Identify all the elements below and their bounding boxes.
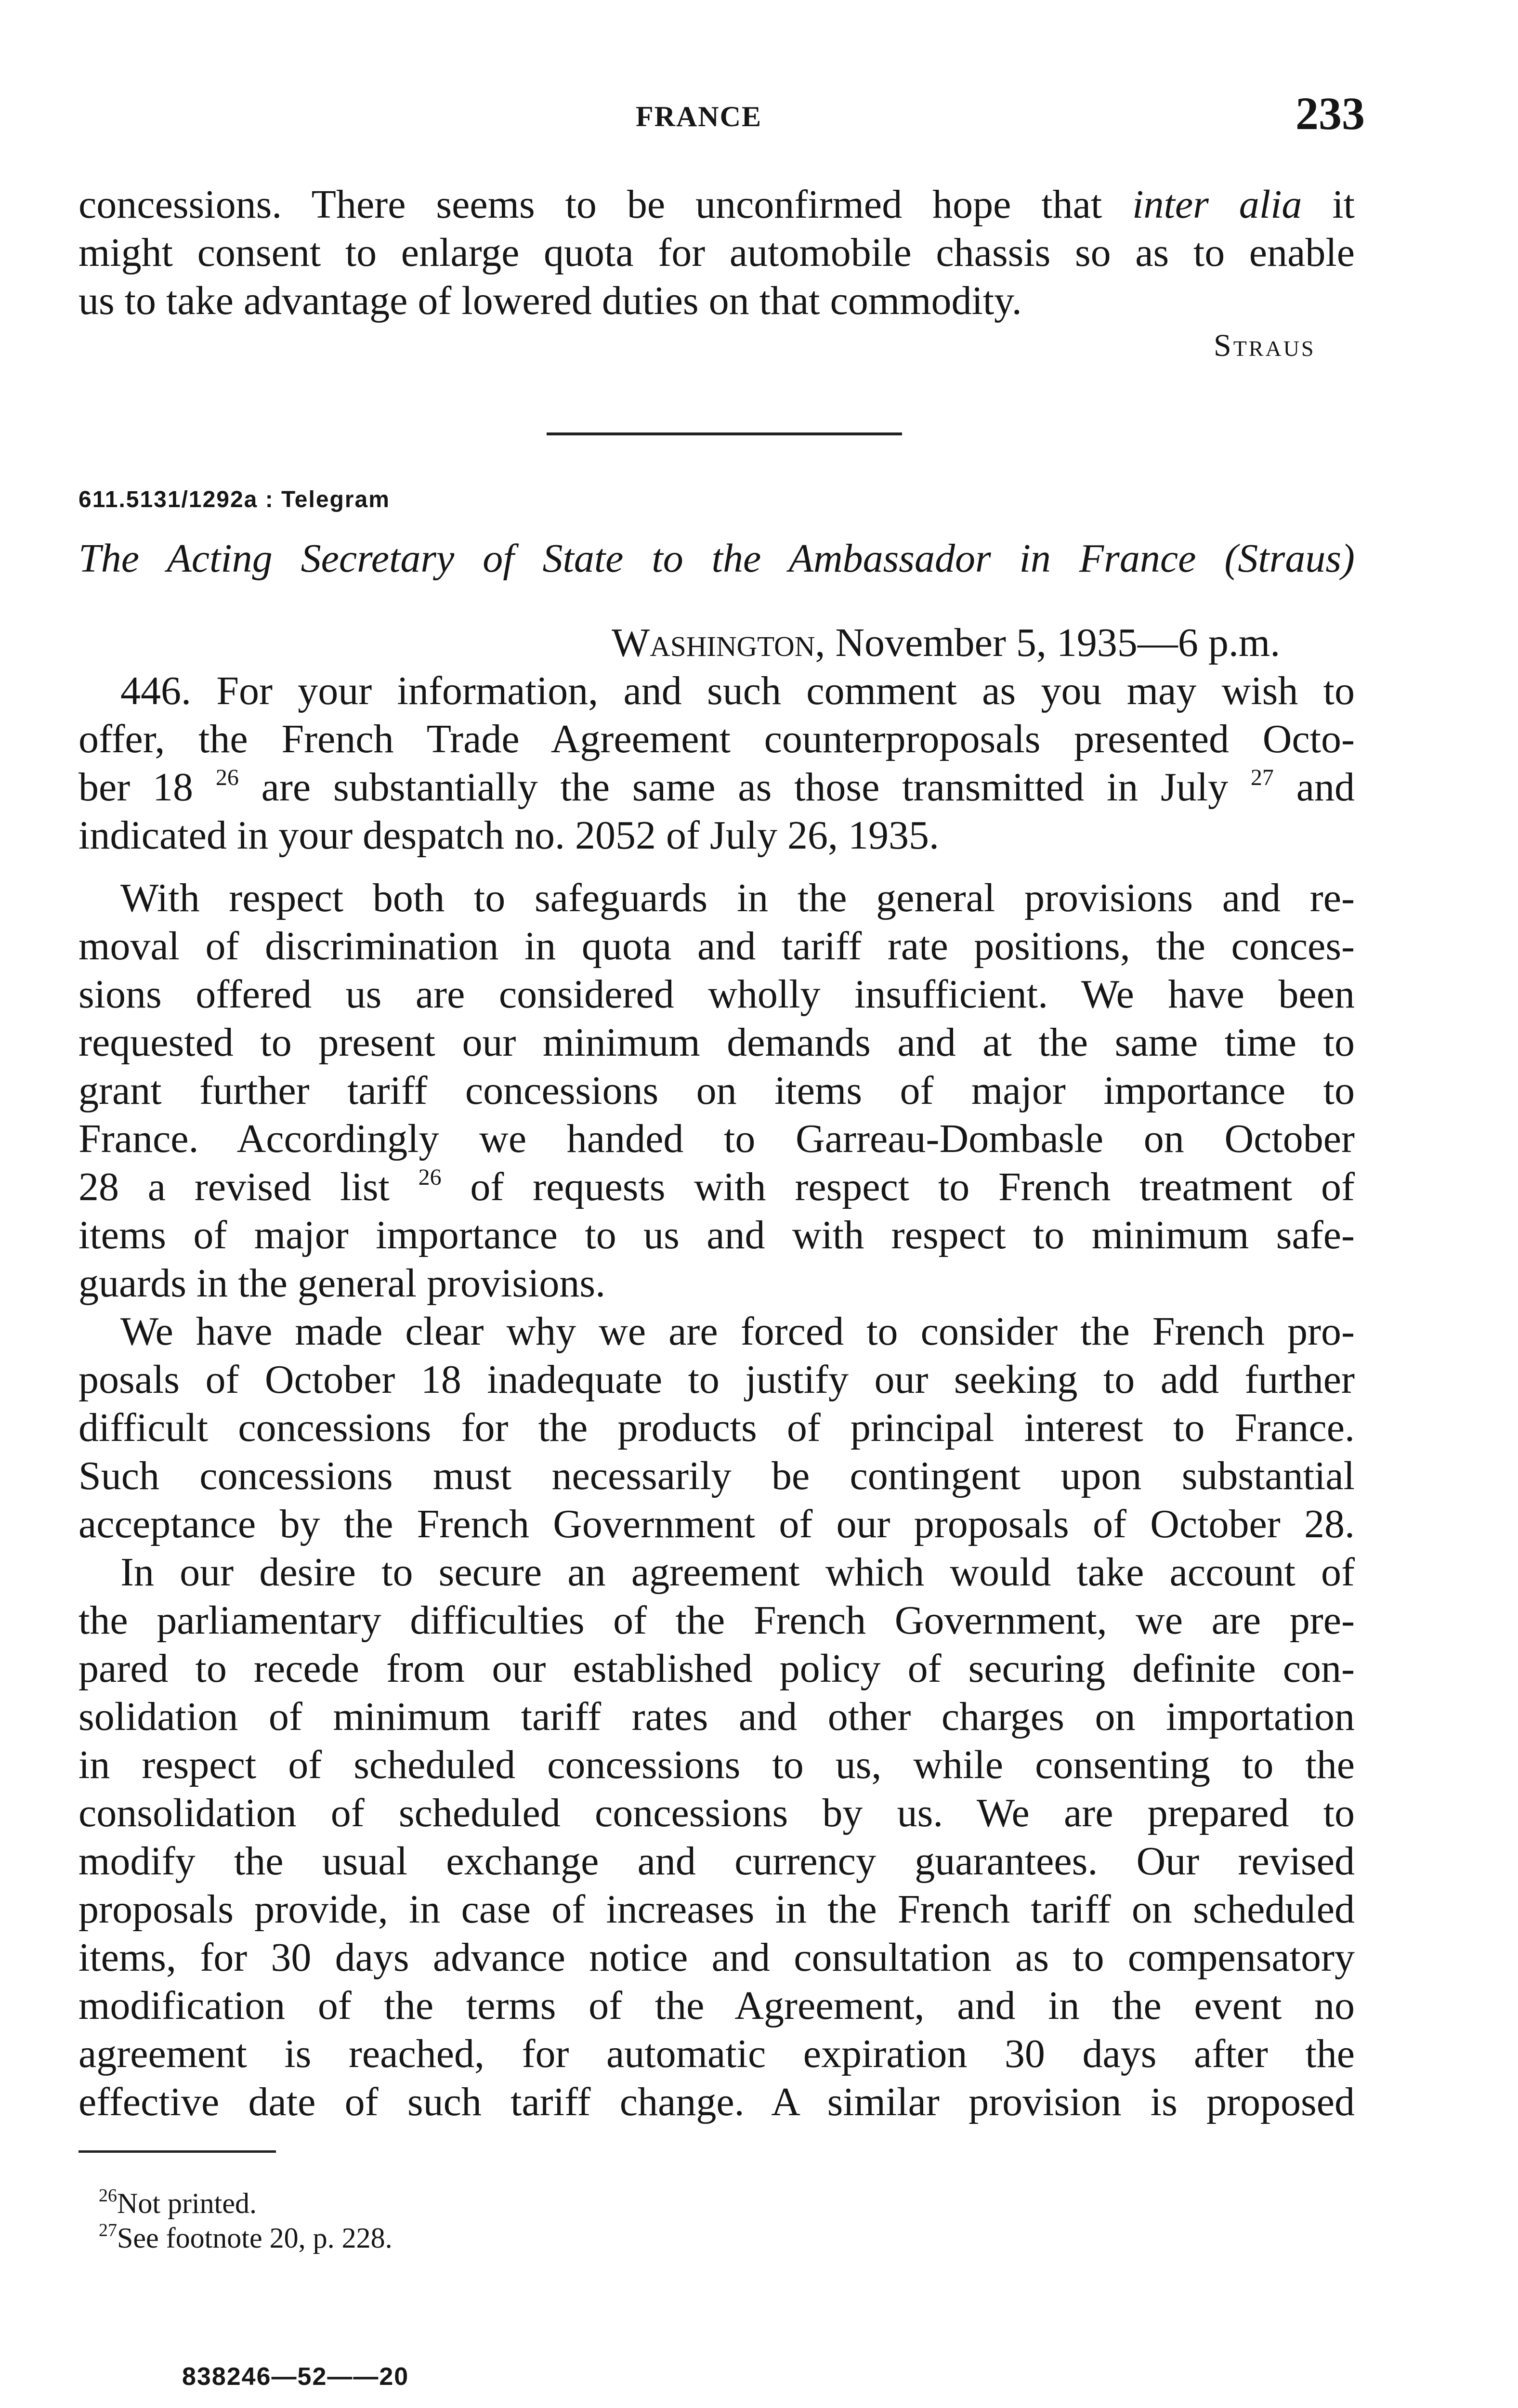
print-code: 838246—52——20 [182, 2363, 409, 2391]
body-line: pared to recede from our established policy of securing definite con- [79, 1646, 1355, 1691]
body-line: concessions. There seems to be unconfirmed hope that inter alia it [79, 182, 1355, 227]
page-header [0, 87, 1518, 149]
body-line: grant further tariff concessions on items of major importance to [79, 1068, 1355, 1113]
body-line: agreement is reached, for automatic expiration 30 days after the [79, 2031, 1355, 2076]
body-line: guards in the general provisions. [79, 1261, 606, 1306]
signature: Straus [1214, 328, 1316, 363]
footnote: $^{27}$See footnote 20, p. 228. [99, 2220, 393, 2254]
body-line: sions offered us are considered wholly insufficient. We have been [79, 972, 1355, 1017]
body-line: modification of the terms of the Agreement, and in the event no [79, 1983, 1355, 2028]
footnote-divider [79, 2150, 276, 2153]
body-line: items, for 30 days advance notice and consultation as to compensatory [79, 1935, 1355, 1980]
body-line: acceptance by the French Government of our proposals of October 28. [79, 1502, 1355, 1546]
document-title: The Acting Secretary of State to the Ambassador in France (Straus) [79, 536, 1355, 581]
body-line: indicated in your despatch no. 2052 of July 26, 1935. [79, 813, 940, 858]
body-line: items of major importance to us and with respect to minimum safe- [79, 1213, 1355, 1257]
body-line: in respect of scheduled concessions to us, while consenting to the [79, 1742, 1355, 1787]
body-line: consolidation of scheduled concessions by us. We are prepared to [79, 1791, 1355, 1835]
body-line: difficult concessions for the products of principal interest to France. [79, 1405, 1355, 1450]
section-divider [547, 432, 902, 435]
footnote: $^{26}$Not printed. [99, 2186, 257, 2219]
footnote-ref: 26 [418, 1165, 442, 1190]
body-line: ber 18 $^{26}$ are substantially the same as those transmitted in July $^{27}$ and [79, 765, 1355, 810]
page-number: 233 [1296, 88, 1365, 139]
body-line: moval of discrimination in quota and tariff rate positions, the conces- [79, 924, 1355, 968]
footnote-mark: 27 [99, 2220, 117, 2240]
body-line: offer, the French Trade Agreement counterproposals presented Octo- [79, 717, 1355, 761]
dateline-place: Washington [612, 620, 815, 665]
footnote-ref: 27 [1250, 765, 1274, 790]
body-line: In our desire to secure an agreement which would take account of [120, 1550, 1355, 1595]
italic-phrase: inter alia [1132, 182, 1302, 227]
body-line: 28 a revised list $^{26}$ of requests with respect to French treatment of [79, 1165, 1355, 1209]
body-line: 446. For your information, and such comment as you may wish to [120, 668, 1355, 713]
body-line: modify the usual exchange and currency guarantees. Our revised [79, 1839, 1355, 1884]
footnote-mark: 26 [99, 2186, 117, 2206]
body-line: We have made clear why we are forced to consider the French pro- [120, 1309, 1355, 1354]
body-line: posals of October 18 inadequate to justify our seeking to add further [79, 1357, 1355, 1402]
body-line: With respect both to safeguards in the general provisions and re- [120, 876, 1355, 920]
body-line: us to take advantage of lowered duties on that commodity. [79, 278, 1022, 323]
footnote-ref: 26 [215, 765, 239, 790]
body-line: Such concessions must necessarily be contingent upon substantial [79, 1453, 1355, 1498]
body-line: might consent to enlarge quota for automobile chassis so as to enable [79, 230, 1355, 275]
body-line: requested to present our minimum demands and at the same time to [79, 1020, 1355, 1065]
body-line: proposals provide, in case of increases in the French tariff on scheduled [79, 1887, 1355, 1932]
body-line: effective date of such tariff change. A similar provision is proposed [79, 2080, 1355, 2124]
body-line: solidation of minimum tariff rates and other charges on importation [79, 1694, 1355, 1739]
running-title: FRANCE [636, 101, 762, 132]
body-line: the parliamentary difficulties of the French Government, we are pre- [79, 1598, 1355, 1643]
dateline: Washington, November 5, 1935—6 p.m. [612, 620, 1281, 665]
file-reference: 611.5131/1292a : Telegram [79, 487, 390, 512]
body-line: France. Accordingly we handed to Garreau-Dombasle on October [79, 1116, 1355, 1161]
